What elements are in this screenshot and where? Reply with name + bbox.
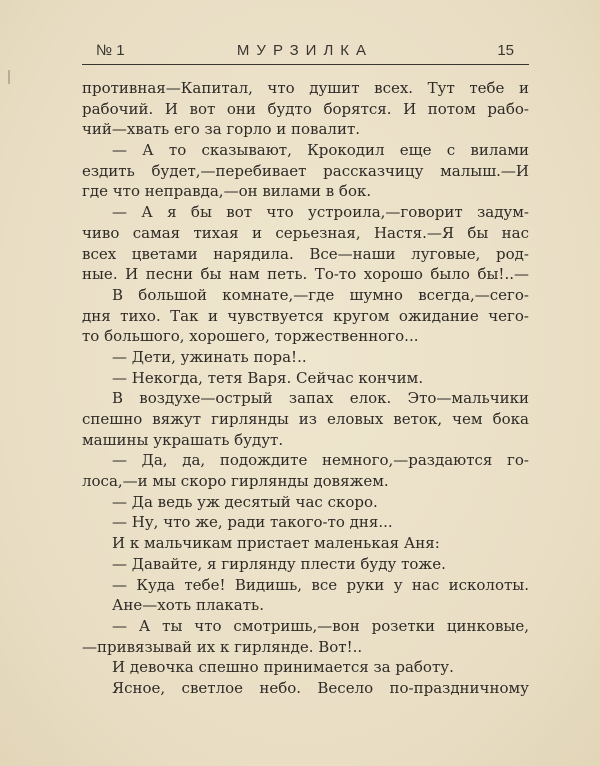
header-rule xyxy=(82,64,529,65)
text-line: — Дети, ужинать пора!.. xyxy=(112,347,307,366)
text-line: где что неправда,—он вилами в бок. xyxy=(82,182,372,201)
text-line: ездить будет,—перебивает рассказчицу малыш.—И xyxy=(82,161,529,180)
text-line: —привязывай их к гирлянде. Вот!.. xyxy=(82,637,363,656)
text-line: Ясное, светлое небо. Весело по-праздничному xyxy=(112,678,529,697)
text-line: спешно вяжут гирлянды из еловых веток, чем бока xyxy=(82,410,529,428)
text-line: — Ну, что же, ради такого-то дня... xyxy=(112,513,393,532)
text-line: то большого, хорошего, торжественного... xyxy=(82,327,419,346)
issue-number: № 1 xyxy=(96,42,125,59)
text-line: И девочка спешно принимается за работу. xyxy=(112,658,454,677)
text-line: — Да, да, подождите немного,—раздаются го- xyxy=(112,451,529,470)
text-line: рабочий. И вот они будто борятся. И потом рабо- xyxy=(82,99,529,118)
text-line: — А то сказывают, Крокодил еще с вилами xyxy=(112,141,529,160)
text-line: — А я бы вот что устроила,—говорит задум- xyxy=(112,203,529,222)
text-line: дня тихо. Так и чувствуется кругом ожидание чего- xyxy=(82,306,529,325)
text-line: В воздухе—острый запах елок. Это—мальчики xyxy=(112,389,529,408)
text-line: Ане—хоть плакать. xyxy=(112,596,264,615)
text-line: — Куда тебе! Видишь, все руки у нас исколоты. xyxy=(112,575,529,594)
text-line: чий—хвать его за горло и повалит. xyxy=(82,120,361,139)
body-text xyxy=(82,78,529,699)
text-line: И к мальчикам пристает маленькая Аня: xyxy=(112,534,440,553)
text-line: чиво самая тихая и серьезная, Настя.—Я бы нас xyxy=(82,223,529,242)
text-line: всех цветами нарядила. Все—наши луговые, род- xyxy=(82,244,529,263)
text-line: машины украшать будут. xyxy=(82,430,284,449)
page-edge-mark xyxy=(8,70,10,84)
text-line: — Да ведь уж десятый час скоро. xyxy=(112,492,378,511)
text-line: лоса,—и мы скоро гирлянды довяжем. xyxy=(82,472,389,491)
text-line: противная—Капитал, что душит всех. Тут тебе и xyxy=(82,79,529,97)
page-number: 15 xyxy=(497,42,514,59)
text-line: ные. И песни бы нам петь. То-то хорошо было бы!..— xyxy=(82,265,529,284)
text-line: — А ты что смотришь,—вон розетки цинковые, xyxy=(112,616,529,635)
text-line: — Некогда, тетя Варя. Сейчас кончим. xyxy=(112,368,424,387)
text-line: В большой комнате,—где шумно всегда,—сего- xyxy=(112,285,529,304)
magazine-title: МУРЗИЛКА xyxy=(236,42,374,59)
running-header xyxy=(96,42,514,62)
text-line: — Давайте, я гирлянду плести буду тоже. xyxy=(112,554,446,573)
